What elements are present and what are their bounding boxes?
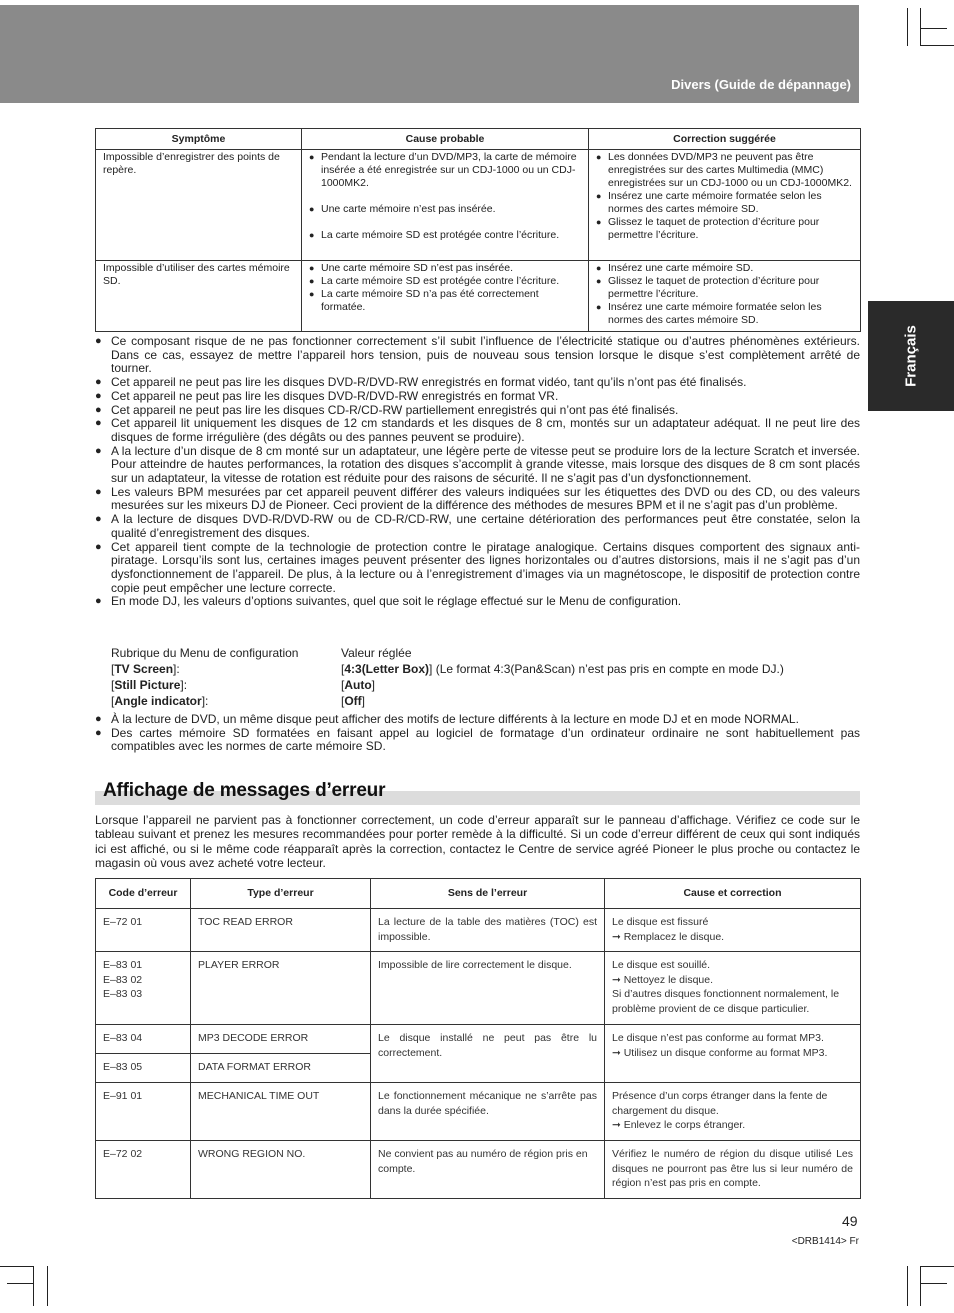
notes-list-2: [95, 713, 860, 754]
type-cell: MP3 DECODE ERROR: [191, 1025, 371, 1054]
note-item: ● Cet appareil ne peut pas lire les disques DVD-R/DVD-RW enregistrés en format vidéo, tant qu’ils n’ont pas été finalisés.: [95, 376, 860, 390]
header-symptom: Symptôme: [96, 129, 302, 150]
config-head-left: Rubrique du Menu de configuration: [111, 646, 299, 660]
note-item: ● Ce composant risque de ne pas fonctionner correctement s’il subit l’influence de l’électricité statique ou d’autres phénomènes extérieurs. Dans ce cas, essayez de mettre l’appareil hors tension, puis de nouveau sous tension lorsque le disque s’est complètement arrêté de tourner.: [95, 335, 860, 376]
cause-cell: [302, 261, 589, 332]
config-items: [111, 645, 341, 709]
config-value: [4:3(Letter Box)] (Le format 4:3(Pan&Scan) n’est pas pris en compte en mode DJ.): [341, 662, 784, 676]
config-item: [Angle indicator]:: [111, 694, 209, 708]
type-cell: MECHANICAL TIME OUT: [191, 1083, 371, 1141]
note-item: ● A la lecture de disques DVD-R/DVD-RW ou de CD-R/CD-RW, une certaine détérioration des performances peut être constatée, selon la qualité d’enregistrement des disques.: [95, 513, 860, 540]
config-values-col: [341, 645, 861, 709]
header-correction: Correction suggérée: [589, 129, 861, 150]
page-number: 49: [842, 1213, 858, 1229]
type-cell: DATA FORMAT ERROR: [191, 1054, 371, 1083]
fix-cell: Présence d’un corps étranger dans la fente de chargement du disque. ➞ Enlevez le corps étranger.: [605, 1083, 861, 1141]
meaning-cell: Ne convient pas au numéro de région pris en compte.: [371, 1141, 605, 1199]
list-item: ● Une carte mémoire SD n’est pas insérée.: [309, 262, 582, 275]
list-item: ● Insérez une carte mémoire SD.: [596, 262, 854, 275]
section-title: Affichage de messages d’erreur: [103, 780, 386, 801]
list-item: ● Une carte mémoire n’est pas insérée.: [309, 203, 582, 216]
note-item: ● Des cartes mémoire SD formatées en faisant appel au logiciel de formatage d’un ordinateur ordinaire ne sont habituellement pas compatibles avec les normes de carte mémoire SD.: [95, 727, 860, 754]
header-band: [0, 5, 859, 103]
note-item: ● Cet appareil ne peut pas lire les disques CD-R/CD-RW partiellement enregistrés qui n’ont pas été finalisés.: [95, 404, 860, 418]
config-head-right: Valeur réglée: [341, 646, 412, 660]
note-item: ● Cet appareil tient compte de la technologie de protection contre le piratage analogique. Certains disques comportent des signaux anti-piratage. Lorsqu’ils sont lus, certaines images peuvent présenter des lignes horizontales ou d’autres distorsions, mais il ne s’agit pas d’un dysfonctionnement de l’appareil. De plus, à la lecture ou à l’enregistrement d’images via un magnétoscope, le dispositif de protection contre copie peut empêcher une lecture correcte.: [95, 541, 860, 596]
list-item: ● Insérez une carte mémoire formatée selon les normes des cartes mémoire SD.: [596, 190, 854, 216]
correction-cell: [589, 261, 861, 332]
header-code: Code d’erreur: [96, 879, 191, 909]
table-row: [96, 150, 861, 261]
list-item: ● Insérez une carte mémoire formatée selon les normes des cartes mémoire SD.: [596, 301, 854, 327]
code-cell: E–91 01: [96, 1083, 191, 1141]
symptom-cell: Impossible d’utiliser des cartes mémoire SD.: [96, 261, 302, 332]
section-intro: Lorsque l’appareil ne parvient pas à fonctionner correctement, un code d’erreur apparaît sur le panneau d’affichage. Vérifiez ce code sur le tableau suivant et prenez les mesures recommandées pour porter remède à la difficulté. Si un code d’erreur différent de ceux qui sont indiqués ici est affiché, ou si le même code réapparaît après la correction, contactez le Centre de service agréé Pioneer le plus proche ou contactez le magasin où vous avez acheté votre lecteur.: [95, 813, 860, 870]
header-title: Divers (Guide de dépannage): [671, 77, 851, 92]
table-row: [96, 261, 861, 332]
header-meaning: Sens de l’erreur: [371, 879, 605, 909]
table-row: [96, 1141, 861, 1199]
list-item: ● La carte mémoire SD est protégée contre l’écriture.: [309, 229, 582, 242]
list-item: ● Les données DVD/MP3 ne peuvent pas être enregistrées sur des cartes Multimedia (MMC) enregistrées sur un CDJ-1000 ou un CDJ-1000MK2.: [596, 151, 854, 190]
list-item: ● La carte mémoire SD est protégée contre l’écriture.: [309, 275, 582, 288]
header-cause: Cause probable: [302, 129, 589, 150]
config-value: [Off]: [341, 694, 366, 708]
config-item: [TV Screen]:: [111, 662, 180, 676]
type-cell: TOC READ ERROR: [191, 909, 371, 952]
fix-cell: Le disque n’est pas conforme au format MP3. ➞ Utilisez un disque conforme au format MP3.: [605, 1025, 861, 1083]
table-header-row: [96, 129, 861, 150]
note-item: ● À la lecture de DVD, un même disque peut afficher des motifs de lecture différents à la lecture en mode DJ et en mode NORMAL.: [95, 713, 860, 727]
error-table: [95, 878, 861, 1199]
fix-cell: Vérifiez le numéro de région du disque utilisé Les disques ne pourront pas être lus si leur numéro de région n’est pas pris en compte.: [605, 1141, 861, 1199]
code-cell: E–83 04: [96, 1025, 191, 1054]
cause-cell: [302, 150, 589, 261]
list-item: ● Pendant la lecture d’un DVD/MP3, la carte de mémoire insérée a été enregistrée sur un CDJ-1000 ou un CDJ-1000MK2.: [309, 151, 582, 190]
header-fix: Cause et correction: [605, 879, 861, 909]
type-cell: WRONG REGION NO.: [191, 1141, 371, 1199]
symptom-table: [95, 128, 861, 332]
config-value: [Auto]: [341, 678, 376, 692]
table-row: [96, 1025, 861, 1054]
list-item: ● Glissez le taquet de protection d’écriture pour permettre l’écriture.: [596, 216, 854, 242]
table-row: [96, 909, 861, 952]
fix-cell: Le disque est souillé. ➞ Nettoyez le disque. Si d’autres disques fonctionnent normalement, le problème provient de ce disque particulier.: [605, 952, 861, 1025]
language-tab: [868, 301, 954, 411]
type-cell: PLAYER ERROR: [191, 952, 371, 1025]
meaning-cell: La lecture de la table des matières (TOC) est impossible.: [371, 909, 605, 952]
table-row: [96, 1083, 861, 1141]
correction-cell: [589, 150, 861, 261]
fix-cell: Le disque est fissuré ➞ Remplacez le disque.: [605, 909, 861, 952]
table-row: [96, 952, 861, 1025]
config-item: [Still Picture]:: [111, 678, 188, 692]
document-code: <DRB1414> Fr: [791, 1236, 859, 1247]
code-cell: E–83 01 E–83 02 E–83 03: [96, 952, 191, 1025]
list-item: ● Glissez le taquet de protection d’écriture pour permettre l’écriture.: [596, 275, 854, 301]
note-item: ● Cet appareil ne peut pas lire les disques DVD-R/DVD-RW enregistrés en format VR.: [95, 390, 860, 404]
list-item: ● La carte mémoire SD n’a pas été correctement formatée.: [309, 288, 582, 314]
symptom-cell: Impossible d’enregistrer des points de repère.: [96, 150, 302, 261]
note-item: ● A la lecture d’un disque de 8 cm monté sur un adaptateur, une légère perte de vitesse peut se produire lors de la lecture Scratch et inversée. Pour atteindre de hautes performances, la rotation des disques s’accomplit à grande vitesse, mais lorsque des disques de 8 cm sont placés sur un adaptateur, la vitesse de rotation est réduite pour des raisons de sécurité. Il ne s’agit pas d’un dysfonctionnement.: [95, 445, 860, 486]
note-item: ● En mode DJ, les valeurs d’options suivantes, quel que soit le réglage effectué sur le Menu de configuration.: [95, 595, 860, 609]
header-type: Type d’erreur: [191, 879, 371, 909]
code-cell: E–72 01: [96, 909, 191, 952]
language-label: Français: [902, 325, 920, 387]
notes-list: [95, 335, 860, 609]
note-item: ● Cet appareil lit uniquement les disques de 12 cm standards et les disques de 8 cm, montés sur un adaptateur adéquat. Il ne peut lire des disques de forme irrégulière (des dégâts ou des pannes peuvent se produire).: [95, 417, 860, 444]
code-cell: E–72 02: [96, 1141, 191, 1199]
meaning-cell: Le fonctionnement mécanique ne s’arrête pas dans la durée spécifiée.: [371, 1083, 605, 1141]
note-item: ● Les valeurs BPM mesurées par cet appareil peuvent différer des valeurs indiquées sur les étiquettes des DVD ou des CD, ou des valeurs mesurées sur les mixeurs DJ de Pioneer. Ceci provient de la différence des méthodes de mesures BPM et il ne s’agit pas d’un problème.: [95, 486, 860, 513]
code-cell: E–83 05: [96, 1054, 191, 1083]
table-header-row: [96, 879, 861, 909]
meaning-cell: Impossible de lire correctement le disque.: [371, 952, 605, 1025]
meaning-cell: Le disque installé ne peut pas être lu correctement.: [371, 1025, 605, 1083]
